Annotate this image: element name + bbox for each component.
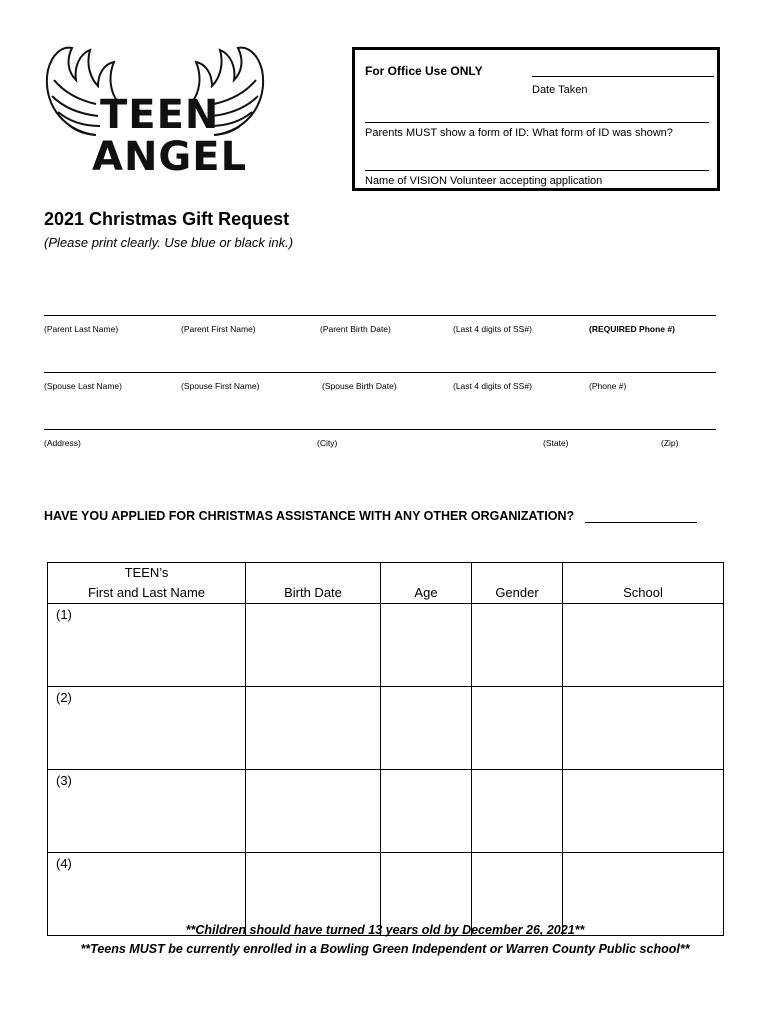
volunteer-line[interactable] (365, 170, 709, 171)
spouse-phone-label: (Phone #) (589, 381, 627, 391)
id-shown-line[interactable] (365, 122, 709, 123)
id-shown-label: Parents MUST show a form of ID: What form of ID was shown? (365, 127, 673, 139)
school-cell[interactable] (563, 770, 724, 853)
col-header-teen-name (48, 563, 246, 604)
col-header-gender: Gender (472, 563, 563, 604)
col-header-teen-line2: First and Last Name (87, 584, 206, 600)
parent-birth-date-label: (Parent Birth Date) (320, 324, 391, 334)
col-header-school: School (563, 563, 724, 604)
form-subtitle: (Please print clearly. Use blue or black ink.) (44, 235, 294, 250)
col-header-teen-line1: TEEN’s (124, 565, 169, 580)
birth-date-cell[interactable] (246, 687, 381, 770)
other-assistance-question: HAVE YOU APPLIED FOR CHRISTMAS ASSISTANCE WITH ANY OTHER ORGANIZATION? (44, 509, 575, 523)
table-row (48, 687, 724, 770)
teen-angel-logo (40, 40, 270, 180)
spouse-last-name-label: (Spouse Last Name) (44, 381, 122, 391)
teen-name-cell[interactable]: (2) (48, 687, 246, 770)
teen-name-cell[interactable]: (4) (48, 853, 246, 936)
table-row (48, 770, 724, 853)
spouse-first-name-label: (Spouse First Name) (181, 381, 260, 391)
teen-table (47, 562, 724, 936)
parent-info-line[interactable] (44, 315, 716, 316)
zip-label: (Zip) (661, 438, 679, 448)
date-taken-line[interactable] (532, 76, 714, 77)
age-cell[interactable] (381, 770, 472, 853)
school-requirement-note: **Teens MUST be currently enrolled in a Bowling Green Independent or Warren County Public school** (80, 942, 690, 956)
parent-phone-label: (REQUIRED Phone #) (589, 324, 675, 334)
col-header-age: Age (381, 563, 472, 604)
birth-date-cell[interactable] (246, 604, 381, 687)
form-title: 2021 Christmas Gift Request (44, 209, 290, 229)
col-header-birth-date: Birth Date (246, 563, 381, 604)
address-label: (Address) (44, 438, 81, 448)
table-header-row (48, 563, 724, 604)
teen-name-cell[interactable]: (1) (48, 604, 246, 687)
volunteer-label: Name of VISION Volunteer accepting application (365, 175, 603, 187)
school-cell[interactable] (563, 687, 724, 770)
age-cell[interactable] (381, 604, 472, 687)
office-use-box (352, 47, 720, 191)
table-row (48, 604, 724, 687)
parent-last-name-label: (Parent Last Name) (44, 324, 119, 334)
logo-text-angel: ANGEL (92, 134, 248, 180)
date-taken-label: Date Taken (532, 84, 588, 96)
parent-ssn-label: (Last 4 digits of SS#) (453, 324, 532, 334)
age-cell[interactable] (381, 687, 472, 770)
birth-date-cell[interactable] (246, 770, 381, 853)
address-line[interactable] (44, 429, 716, 430)
logo-text-teen: TEEN (100, 92, 220, 138)
spouse-ssn-label: (Last 4 digits of SS#) (453, 381, 532, 391)
spouse-birth-date-label: (Spouse Birth Date) (322, 381, 397, 391)
state-label: (State) (543, 438, 569, 448)
gender-cell[interactable] (472, 770, 563, 853)
age-requirement-note: **Children should have turned 13 years old by December 26, 2021** (185, 923, 585, 937)
office-use-title: For Office Use ONLY (365, 64, 483, 78)
spouse-info-line[interactable] (44, 372, 716, 373)
other-assistance-answer-line[interactable] (585, 522, 697, 523)
teen-name-cell[interactable]: (3) (48, 770, 246, 853)
gender-cell[interactable] (472, 604, 563, 687)
gender-cell[interactable] (472, 687, 563, 770)
city-label: (City) (317, 438, 338, 448)
school-cell[interactable] (563, 604, 724, 687)
parent-first-name-label: (Parent First Name) (181, 324, 256, 334)
